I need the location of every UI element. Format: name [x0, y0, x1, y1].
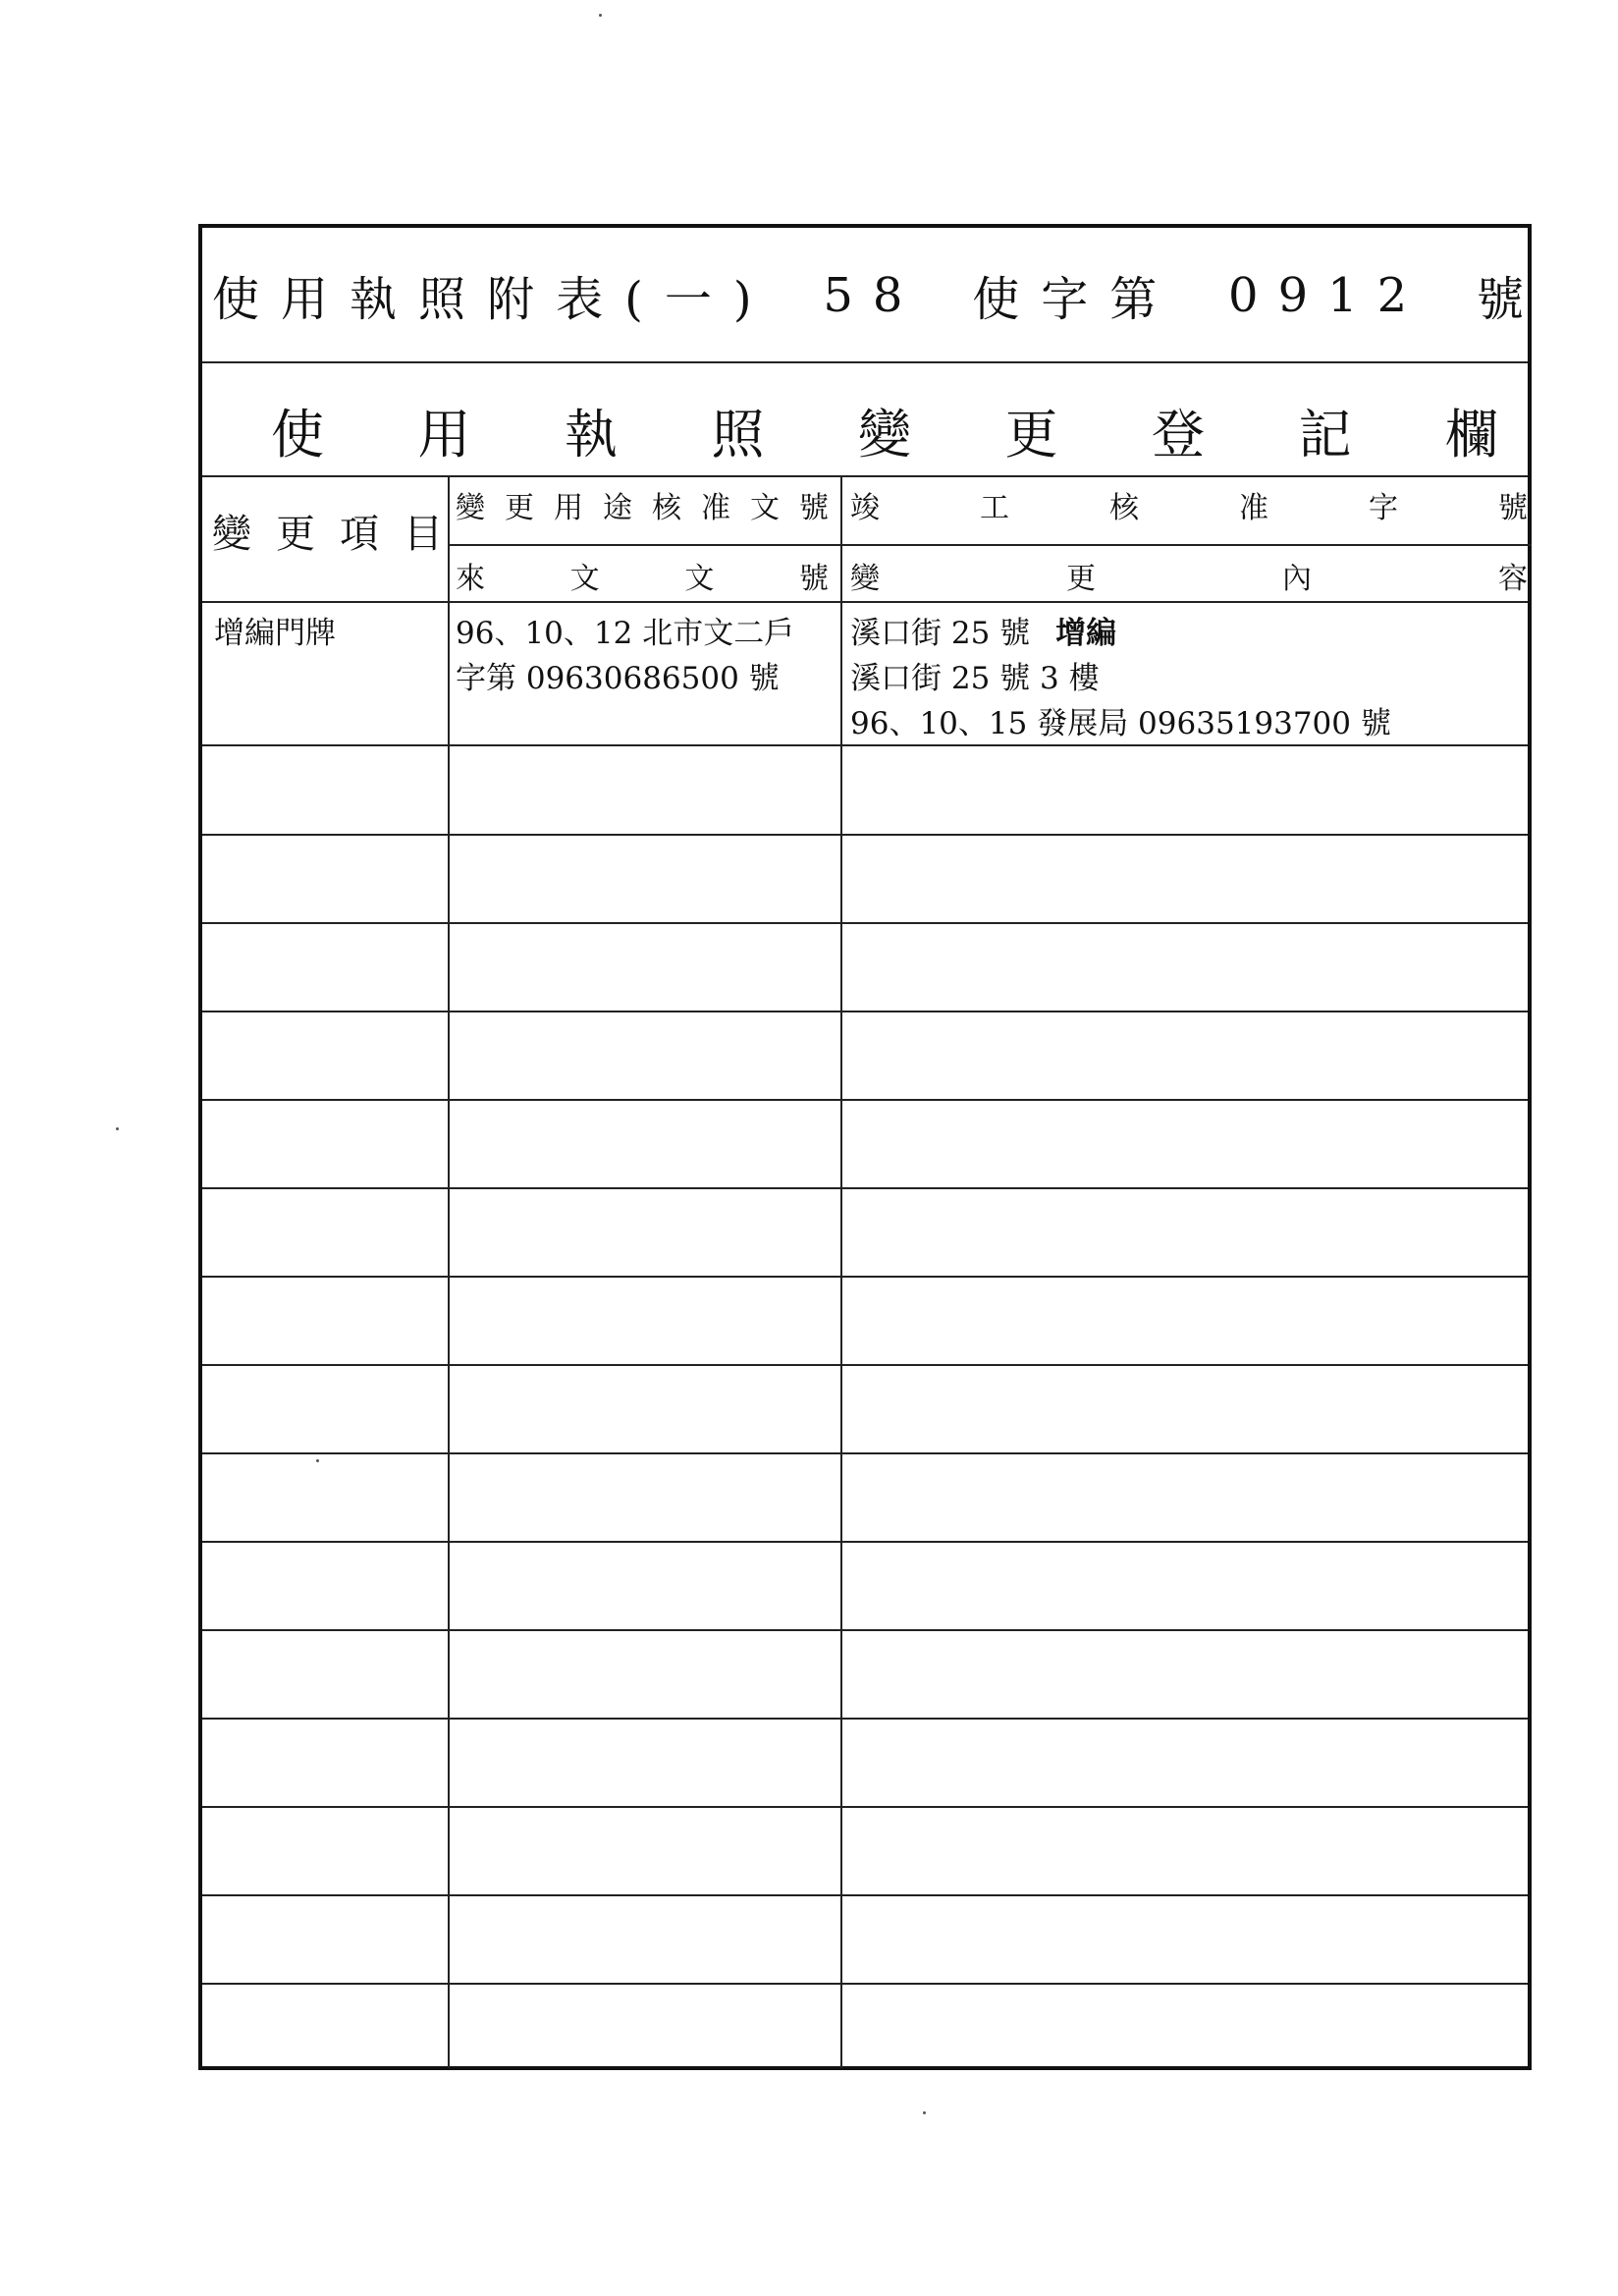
- header-char: 途: [603, 491, 632, 525]
- row-line: [202, 1011, 1528, 1012]
- row-line: [202, 1099, 1528, 1101]
- subtitle-char: 變: [858, 404, 911, 465]
- prefix-char: 字: [1041, 272, 1110, 327]
- approval-line: 字第 09630686500 號: [456, 661, 780, 696]
- subtitle-char: 使: [271, 404, 324, 465]
- annex-title: [212, 261, 774, 329]
- registration-subtitle: [271, 393, 1498, 468]
- title-char: 一: [664, 272, 733, 327]
- header-char: 變: [456, 491, 485, 525]
- header-bottom-divider: [202, 601, 1528, 603]
- header-char: 號: [799, 491, 829, 525]
- scan-speck: [599, 14, 602, 17]
- title-char: 照: [418, 272, 488, 327]
- header-char: 文: [684, 562, 715, 596]
- header-char: 更: [505, 491, 534, 525]
- header-char: 字: [1369, 491, 1398, 525]
- header-char: 更: [1066, 562, 1096, 596]
- license-number: 0912: [1228, 267, 1428, 323]
- header-char: 更: [276, 512, 315, 557]
- subtitle-char: 照: [711, 404, 765, 465]
- content-line: 96、10、15 發展局 09635193700 號: [850, 706, 1391, 741]
- row-line: [202, 1983, 1528, 1985]
- header-char: 文: [750, 491, 780, 525]
- subtitle-char: 執: [565, 404, 618, 465]
- header-char: 項: [340, 512, 379, 557]
- column-separator-2: [840, 475, 842, 2068]
- row-line: [202, 744, 1528, 746]
- content-address: 溪口街 25 號: [850, 616, 1031, 651]
- license-year: 58: [823, 267, 923, 323]
- row-line: [202, 1806, 1528, 1808]
- header-char: 核: [652, 491, 681, 525]
- subtitle-char: 更: [1004, 404, 1058, 465]
- column-separator-1: [448, 475, 450, 2068]
- header-char: 變: [850, 562, 880, 596]
- column-header-approval-bottom: [456, 554, 829, 597]
- title-divider: [202, 361, 1528, 363]
- header-char: 核: [1109, 491, 1139, 525]
- content-line: [850, 611, 1391, 656]
- column-header-approval-top: [456, 483, 829, 526]
- license-prefix: [972, 261, 1178, 329]
- title-char: 使: [212, 272, 282, 327]
- row-line: [202, 1187, 1528, 1189]
- row-line: [202, 834, 1528, 836]
- row-line: [202, 1452, 1528, 1454]
- header-char: 內: [1282, 562, 1312, 596]
- title-char: ): [732, 272, 774, 327]
- header-char: 號: [798, 562, 829, 596]
- subtitle-char: 記: [1298, 404, 1352, 465]
- license-suffix: 號: [1476, 272, 1524, 327]
- header-char: 變: [212, 512, 251, 557]
- prefix-char: 第: [1109, 272, 1179, 327]
- content-line: 溪口街 25 號 3 樓: [850, 661, 1100, 696]
- header-char: 竣: [850, 491, 880, 525]
- header-char: 工: [980, 491, 1009, 525]
- title-char: (: [624, 272, 665, 327]
- header-char: 准: [701, 491, 730, 525]
- title-char: 執: [350, 272, 419, 327]
- header-char: 目: [404, 512, 443, 557]
- subtitle-divider: [202, 475, 1528, 477]
- header-char: 號: [1498, 491, 1528, 525]
- column-header-completion-top: [850, 483, 1528, 526]
- row-line: [202, 1364, 1528, 1366]
- row-line: [202, 1894, 1528, 1896]
- column-header-completion-bottom: [850, 554, 1528, 597]
- license-annex-form: [198, 224, 1532, 2070]
- scan-speck: [923, 2111, 926, 2114]
- header-char: 用: [554, 491, 583, 525]
- header-char: 容: [1498, 562, 1528, 596]
- scan-speck: [316, 1459, 319, 1462]
- row-line: [202, 1718, 1528, 1720]
- approval-line: 96、10、12 北市文二戶: [456, 616, 795, 651]
- title-char: 用: [281, 272, 351, 327]
- row-approval-cell: [456, 611, 794, 701]
- column-header-item: [212, 503, 443, 559]
- header-char: 來: [456, 562, 485, 596]
- row-item-cell: 增編門牌: [214, 616, 336, 651]
- header-char: 文: [569, 562, 600, 596]
- row-line: [202, 1276, 1528, 1278]
- title-char: 表: [556, 272, 625, 327]
- header-char: 准: [1239, 491, 1268, 525]
- subtitle-char: 用: [417, 404, 471, 465]
- subtitle-char: 登: [1152, 404, 1205, 465]
- title-char: 附: [487, 272, 557, 327]
- content-tag: 增編: [1055, 616, 1117, 651]
- subtitle-char: 欄: [1445, 404, 1498, 465]
- annex-title-row: [212, 261, 1524, 329]
- row-content-cell: [850, 611, 1391, 746]
- row-line: [202, 1541, 1528, 1543]
- scan-speck: [116, 1127, 119, 1130]
- header-mid-divider: [448, 544, 1532, 546]
- row-line: [202, 1629, 1528, 1631]
- row-line: [202, 922, 1528, 924]
- prefix-char: 使: [972, 272, 1042, 327]
